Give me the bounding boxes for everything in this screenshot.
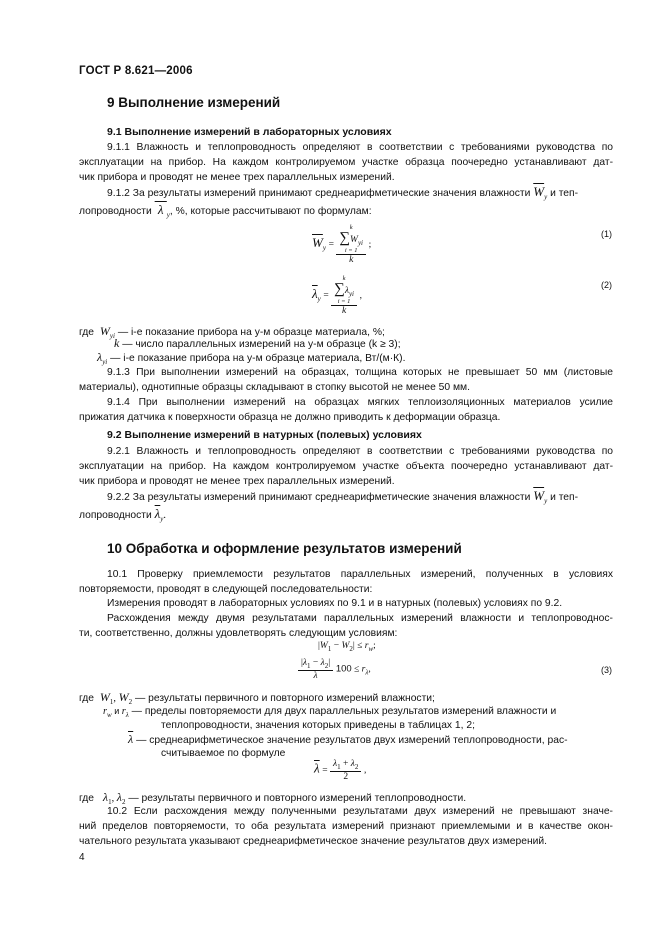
formula-lambda-mean: $\overline{\lambda}$ = $\frac{\lambda_1 + \lambda_2}{2}$ , (314, 759, 367, 782)
para-9-1-3-line1: 9.1.3 При выполнении измерений на образцах, толщина которых не превышает 50 мм (листовые (107, 367, 613, 378)
para-10-1-line1: 10.1 Проверку приемлемости результатов параллельных измерений, полученных в условиях (107, 569, 613, 580)
para-9-2-2-line1: 9.2.2 За результаты измерений принимают среднеарифметические значения влажности $\overline{W}_y$ и теп- (107, 488, 579, 505)
where-2-line4: $\overline{\lambda}$ — среднеарифметическое значение результатов двух измерений теплопроводности, рас- (128, 732, 568, 746)
para-10-1-line4: Расхождения между двумя результатами параллельных измерений влажности и теплопроводнос- (107, 613, 613, 624)
para-9-1-1-line3: чик прибора и проводят не менее трех параллельных измерений. (79, 172, 395, 183)
para-10-1-line5: ти, соответственно, должны удовлетворять следующим условиям: (79, 628, 398, 639)
para-9-1-4-line1: 9.1.4 При выполнении измерений на образцах мягких теплоизоляционных материалов усилие (107, 397, 613, 408)
subsection-9-2-title: 9.2 Выполнение измерений в натурных (полевых) условиях (107, 429, 422, 441)
document-header: ГОСТ Р 8.621—2006 (79, 65, 193, 77)
where-2-line1: где $W_1$, $W_2$ — результаты первичного и повторного измерений влажности; (79, 690, 435, 706)
para-10-1-line2: повторяемости, проводят в следующей последовательности: (79, 584, 373, 595)
formula-1: $\overline{W}_y$ = k $\sum W_{yi}$ i = 1 k ; (312, 224, 372, 265)
para-9-1-2-line2: лопроводности λ $_y$, %, которые рассчитывают по формулам: (79, 202, 372, 219)
para-10-2-line2: ний пределов повторяемости, то оба результата измерений признают приемлемыми и в качестве окон- (79, 821, 613, 832)
para-9-1-2-line1: 9.1.2 За результаты измерений принимают среднеарифметические значения влажности $\overline{W}_y$ и теп- (107, 184, 579, 201)
para-9-1-4-line2: прижатия датчика к поверхности образца не должно приводить к деформации образца. (79, 412, 501, 423)
para-10-2-line3: чательного результата указывают среднеарифметическое значение результатов двух измерений. (79, 836, 548, 847)
para-9-2-1-line1: 9.2.1 Влажность и теплопроводность определяют в соответствии с требованиями руководства по (107, 446, 613, 457)
formula-3-number: (3) (601, 665, 612, 675)
section-10-title: 10 Обработка и оформление результатов измерений (107, 541, 462, 556)
para-10-2-line1: 10.2 Если расхождения между полученными результатами двух измерений не превышают значе- (107, 806, 613, 817)
para-9-2-1-line2: эксплуатации на прибор. На каждом контролируемом участке объекта поочередно устанавливают дат- (79, 461, 613, 472)
para-9-1-1-line2: эксплуатации на прибор. На каждом контролируемом участке образца поочередно устанавливают дат- (79, 157, 613, 168)
where-1-line2: k — число параллельных измерений на у-м образце (k ≥ 3); (114, 336, 401, 350)
subsection-9-1-title: 9.1 Выполнение измерений в лабораторных условиях (107, 126, 392, 138)
formula-2-number: (2) (601, 280, 612, 290)
para-9-2-2-line2: лопроводности $\overline{\lambda}_y$. (79, 506, 166, 523)
formula-2: $\overline{\lambda}_y$ = k $\sum\lambda_{yi}$ i = 1 k , (312, 275, 363, 316)
where-2-line5: считываемое по формуле (161, 748, 286, 759)
where-3-line1: где $\lambda_1$, $\lambda_2$ — результаты первичного и повторного измерений теплопроводности. (79, 790, 467, 806)
where-2-line3: теплопроводности, значения которых приведены в таблицах 1, 2; (161, 720, 475, 731)
section-9-title: 9 Выполнение измерений (107, 95, 281, 110)
para-9-1-3-line2: материалы), однотипные образцы складывают в стопку высотой не менее 50 мм. (79, 382, 470, 393)
where-2-line2: $r_w$ и $r_\lambda$ — пределы повторяемости для двух параллельных результатов измерений влажности и (103, 706, 557, 719)
para-9-2-1-line3: чик прибора и проводят не менее трех параллельных измерений. (79, 476, 395, 487)
formula-1-number: (1) (601, 229, 612, 239)
formula-3-line2: $\frac{|\lambda_1 - \lambda_2|}{\lambda}$ $100 \le r_\lambda$, (298, 657, 371, 681)
page-number: 4 (79, 852, 85, 863)
where-1-line3: $\lambda_{yi}$ — i-е показание прибора на у-м образце материала, Вт/(м·К). (97, 350, 406, 366)
para-9-1-1-line1: 9.1.1 Влажность и теплопроводность определяют в соответствии с требованиями руководства по (107, 142, 613, 153)
formula-3-line1: $|W_1 - W_2| \le r_w$; (318, 641, 376, 653)
where-1-line1: где $W_{yi}$ — i-е показание прибора на у-м образце материала, %; (79, 324, 385, 340)
para-10-1-line3: Измерения проводят в лабораторных условиях по 9.1 и в натурных (полевых) условиях по 9.2. (107, 598, 563, 609)
